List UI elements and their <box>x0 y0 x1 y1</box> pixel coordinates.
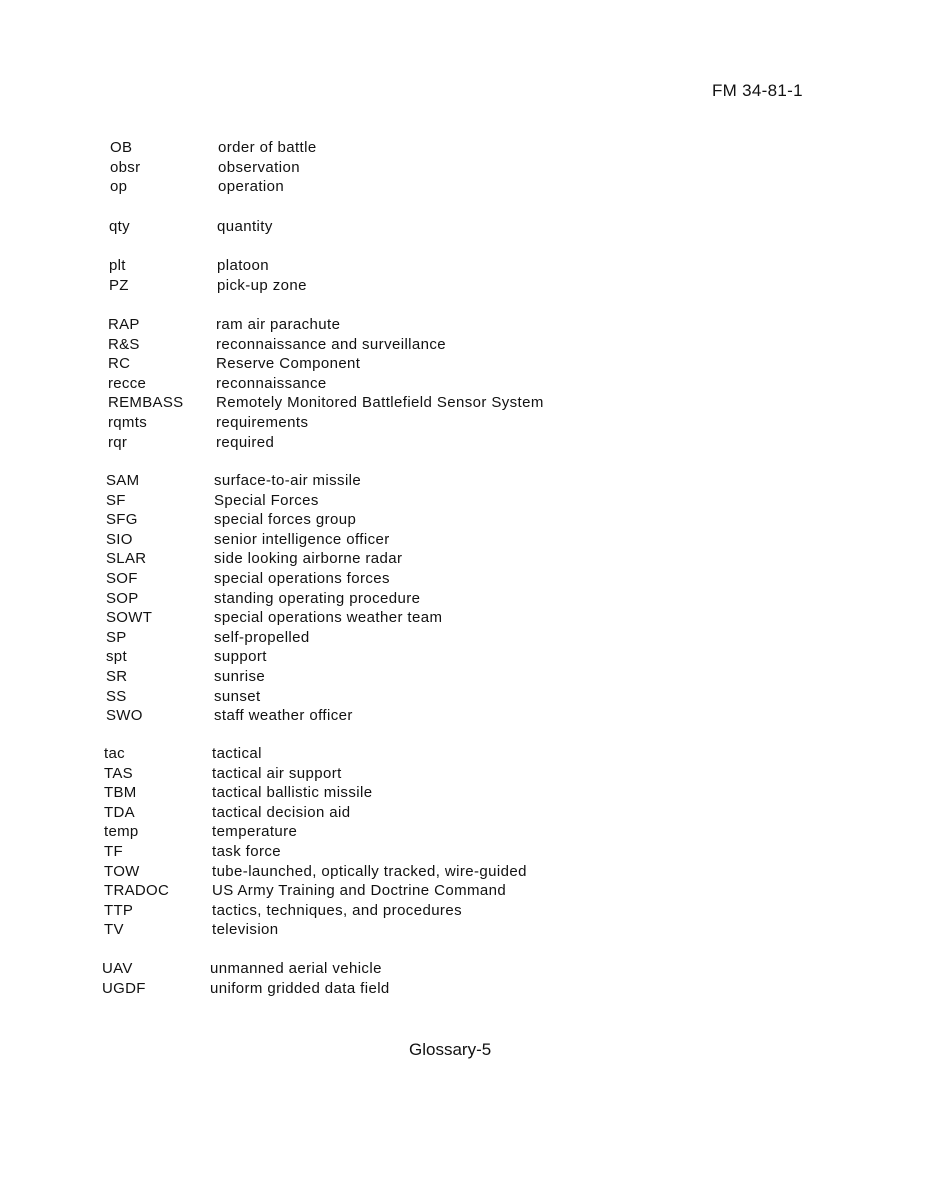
glossary-term: REMBASS <box>108 394 184 412</box>
glossary-definition: tactical ballistic missile <box>212 784 373 802</box>
glossary-term: TDA <box>104 803 135 821</box>
glossary-definition: order of battle <box>218 139 317 156</box>
glossary-group-q <box>109 217 809 237</box>
glossary-definition: quantity <box>217 218 273 235</box>
glossary-entry <box>104 901 804 921</box>
glossary-definition: special operations forces <box>214 569 390 587</box>
glossary-term: OB <box>110 139 133 156</box>
glossary-entry <box>104 822 804 842</box>
glossary-definition: side looking airborne radar <box>214 550 403 568</box>
glossary-term: SS <box>106 687 127 705</box>
glossary-entry <box>109 276 809 296</box>
glossary-entry <box>106 667 806 687</box>
glossary-definition: tactics, techniques, and procedures <box>212 901 462 919</box>
glossary-group-u <box>102 959 802 998</box>
glossary-term: recce <box>108 374 147 392</box>
glossary-entry <box>109 256 809 276</box>
glossary-group-p <box>109 256 809 295</box>
glossary-entry <box>108 354 808 374</box>
glossary-entry <box>106 549 806 569</box>
glossary-term: RAP <box>108 316 140 333</box>
glossary-group-t <box>104 744 804 940</box>
glossary-term: SAM <box>106 472 140 489</box>
glossary-term: UGDF <box>102 979 146 997</box>
glossary-entry <box>104 842 804 862</box>
glossary-definition: support <box>214 648 267 666</box>
glossary-term: temp <box>104 823 139 841</box>
glossary-entry <box>104 764 804 784</box>
glossary-entry <box>106 569 806 589</box>
glossary-definition: reconnaissance <box>216 374 327 392</box>
glossary-term: op <box>110 178 128 196</box>
glossary-term: TAS <box>104 764 133 782</box>
glossary-term: obsr <box>110 158 141 176</box>
page-number: Glossary-5 <box>409 1040 492 1059</box>
glossary-term: TV <box>104 921 124 939</box>
glossary-term: plt <box>109 257 126 274</box>
glossary-entry <box>104 862 804 882</box>
glossary-term: TRADOC <box>104 882 170 900</box>
glossary-term: TF <box>104 842 123 860</box>
document-id: FM 34-81-1 <box>712 81 803 100</box>
glossary-entry <box>106 510 806 530</box>
glossary-definition: operation <box>218 178 285 196</box>
glossary-definition: tube-launched, optically tracked, wire-guided <box>212 862 527 880</box>
glossary-term: rqr <box>108 433 128 451</box>
glossary-entry <box>106 647 806 667</box>
glossary-group-o <box>110 138 810 197</box>
glossary-entry <box>110 158 810 178</box>
glossary-definition: Reserve Component <box>216 355 361 373</box>
glossary-definition: task force <box>212 842 282 860</box>
glossary-entry <box>106 589 806 609</box>
glossary-term: rqmts <box>108 413 147 431</box>
glossary-term: R&S <box>108 335 140 353</box>
glossary-term: TOW <box>104 862 140 880</box>
glossary-term: tac <box>104 745 125 762</box>
glossary-definition: requirements <box>216 413 309 431</box>
glossary-entry <box>108 413 808 433</box>
glossary-definition: required <box>216 433 275 451</box>
glossary-term: SWO <box>106 707 143 725</box>
glossary-definition: staff weather officer <box>214 707 353 725</box>
glossary-entry <box>108 315 808 335</box>
glossary-entry <box>108 374 808 394</box>
glossary-entry <box>106 628 806 648</box>
glossary-entry <box>108 393 808 413</box>
glossary-entry <box>102 979 802 999</box>
glossary-group-s <box>106 471 806 726</box>
glossary-entry <box>104 783 804 803</box>
glossary-entry <box>106 706 806 726</box>
glossary-definition: sunset <box>214 687 261 705</box>
glossary-term: SP <box>106 628 127 646</box>
glossary-definition: pick-up zone <box>217 276 307 294</box>
glossary-definition: platoon <box>217 257 270 274</box>
glossary-term: PZ <box>109 276 129 294</box>
glossary-definition: sunrise <box>214 667 266 685</box>
glossary-definition: reconnaissance and surveillance <box>216 335 447 353</box>
glossary-entry <box>108 433 808 453</box>
glossary-term: SF <box>106 491 126 509</box>
glossary-definition: tactical air support <box>212 764 342 782</box>
glossary-entry <box>102 959 802 979</box>
glossary-definition: tactical <box>212 745 262 762</box>
glossary-term: TTP <box>104 901 134 919</box>
glossary-term: SOP <box>106 589 139 607</box>
glossary-entry <box>104 803 804 823</box>
glossary-definition: unmanned aerial vehicle <box>210 960 382 977</box>
glossary-definition: surface-to-air missile <box>214 472 362 489</box>
glossary-entry <box>110 177 810 197</box>
glossary-entry <box>108 335 808 355</box>
glossary-definition: standing operating procedure <box>214 589 421 607</box>
glossary-group-r <box>108 315 808 452</box>
glossary-definition: temperature <box>212 823 298 841</box>
glossary-definition: self-propelled <box>214 628 310 646</box>
glossary-definition: Remotely Monitored Battlefield Sensor System <box>216 394 544 412</box>
glossary-term: RC <box>108 355 131 373</box>
glossary-entry <box>106 471 806 491</box>
glossary-entry <box>106 491 806 511</box>
glossary-term: SIO <box>106 530 133 548</box>
glossary-term: spt <box>106 648 127 666</box>
glossary-term: TBM <box>104 784 137 802</box>
glossary-definition: special operations weather team <box>214 609 443 627</box>
glossary-term: SR <box>106 667 128 685</box>
glossary-term: SOF <box>106 569 138 587</box>
glossary-term: qty <box>109 218 130 235</box>
glossary-term: UAV <box>102 960 133 977</box>
glossary-entry <box>110 138 810 158</box>
glossary-definition: special forces group <box>214 511 357 529</box>
glossary-entry <box>106 530 806 550</box>
glossary-term: SLAR <box>106 550 147 568</box>
glossary-definition: uniform gridded data field <box>210 979 390 997</box>
glossary-definition: senior intelligence officer <box>214 530 390 548</box>
glossary-term: SFG <box>106 511 138 529</box>
glossary-definition: observation <box>218 158 300 176</box>
glossary-entry <box>104 881 804 901</box>
glossary-entry <box>104 744 804 764</box>
glossary-entry <box>104 920 804 940</box>
glossary-definition: US Army Training and Doctrine Command <box>212 882 507 900</box>
glossary-definition: ram air parachute <box>216 316 341 333</box>
glossary-entry <box>106 608 806 628</box>
glossary-definition: Special Forces <box>214 491 319 509</box>
glossary-term: SOWT <box>106 609 153 627</box>
glossary-entry <box>106 687 806 707</box>
glossary-definition: television <box>212 921 279 939</box>
glossary-entry <box>109 217 809 237</box>
glossary-definition: tactical decision aid <box>212 803 351 821</box>
